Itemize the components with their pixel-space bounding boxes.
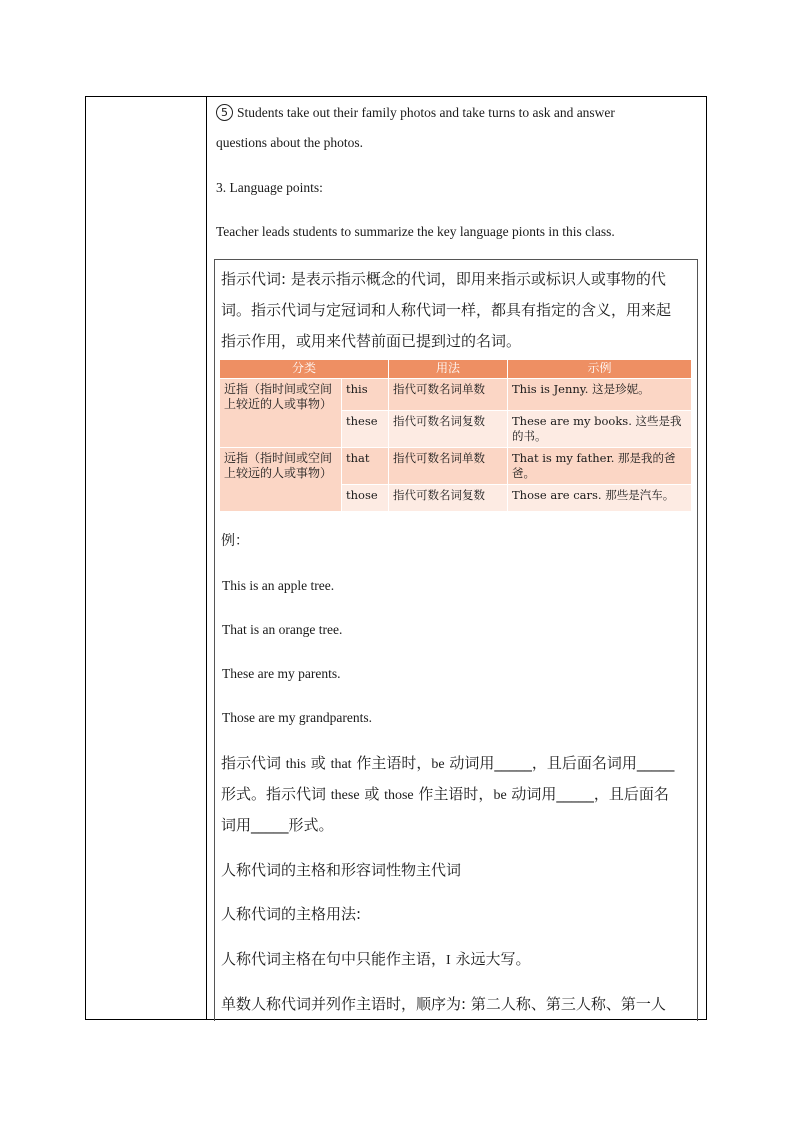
fill-blank-line-3: 词用_____形式。 [221, 816, 334, 834]
category-far: 远指（指时间或空间上较远的人或事物） [220, 448, 342, 512]
activity-line-1: 5 Students take out their family photos and take turns to ask and answer [216, 104, 615, 121]
fill-blank-line-1: 指示代词 this 或 that 作主语时，be 动词用_____，且后面名词用_____ [221, 754, 675, 772]
header-category: 分类 [220, 360, 389, 379]
circled-number: 5 [216, 104, 233, 121]
usage-cell: 指代可数名词单数 [389, 448, 508, 485]
example-sentence: These are my parents. [222, 666, 341, 681]
lesson-left-column [86, 97, 207, 1019]
pronoun-subtitle: 人称代词的主格用法: [221, 905, 362, 923]
category-near: 近指（指时间或空间上较近的人或事物） [220, 379, 342, 448]
example-cell: This is Jenny. 这是珍妮。 [508, 379, 692, 411]
pronoun-rule-1: 人称代词主格在句中只能作主语，I 永远大写。 [221, 950, 531, 968]
usage-cell: 指代可数名词复数 [389, 411, 508, 448]
table-row [220, 448, 692, 485]
activity-line-2: questions about the photos. [216, 135, 363, 150]
example-cell: Those are cars. 那些是汽车。 [508, 485, 692, 512]
word-cell: those [342, 485, 389, 512]
word-cell: these [342, 411, 389, 448]
definition-line-3: 指示作用，或用来代替前面已提到过的名词。 [221, 332, 522, 350]
word-cell: this [342, 379, 389, 411]
example-cell: These are my books. 这些是我的书。 [508, 411, 692, 448]
table-header-row [220, 360, 692, 379]
usage-cell: 指代可数名词单数 [389, 379, 508, 411]
table-row [220, 379, 692, 411]
pronoun-section-title: 人称代词的主格和形容词性物主代词 [221, 861, 462, 879]
summary-line: Teacher leads students to summarize the key language pionts in this class. [216, 224, 615, 239]
examples-label: 例： [221, 533, 249, 549]
header-usage: 用法 [389, 360, 508, 379]
usage-cell: 指代可数名词复数 [389, 485, 508, 512]
definition-line-2: 词。指示代词与定冠词和人称代词一样，都具有指定的含义，用来起 [221, 301, 672, 319]
fill-blank-line-2: 形式。指示代词 these 或 those 作主语时，be 动词用_____，且后面名 [221, 785, 669, 803]
word-cell: that [342, 448, 389, 485]
header-example: 示例 [508, 360, 692, 379]
demonstrative-pronoun-table [219, 359, 692, 512]
example-sentence: That is an orange tree. [222, 622, 343, 637]
example-sentence: This is an apple tree. [222, 578, 335, 593]
example-cell: That is my father. 那是我的爸爸。 [508, 448, 692, 485]
section-3-heading: 3. Language points: [216, 180, 323, 195]
definition-line-1: 指示代词: 是表示指示概念的代词，即用来指示或标识人或事物的代 [221, 270, 666, 288]
example-sentence: Those are my grandparents. [222, 710, 372, 725]
pronoun-rule-2: 单数人称代词并列作主语时，顺序为: 第二人称、第三人称、第一人 [221, 995, 666, 1013]
